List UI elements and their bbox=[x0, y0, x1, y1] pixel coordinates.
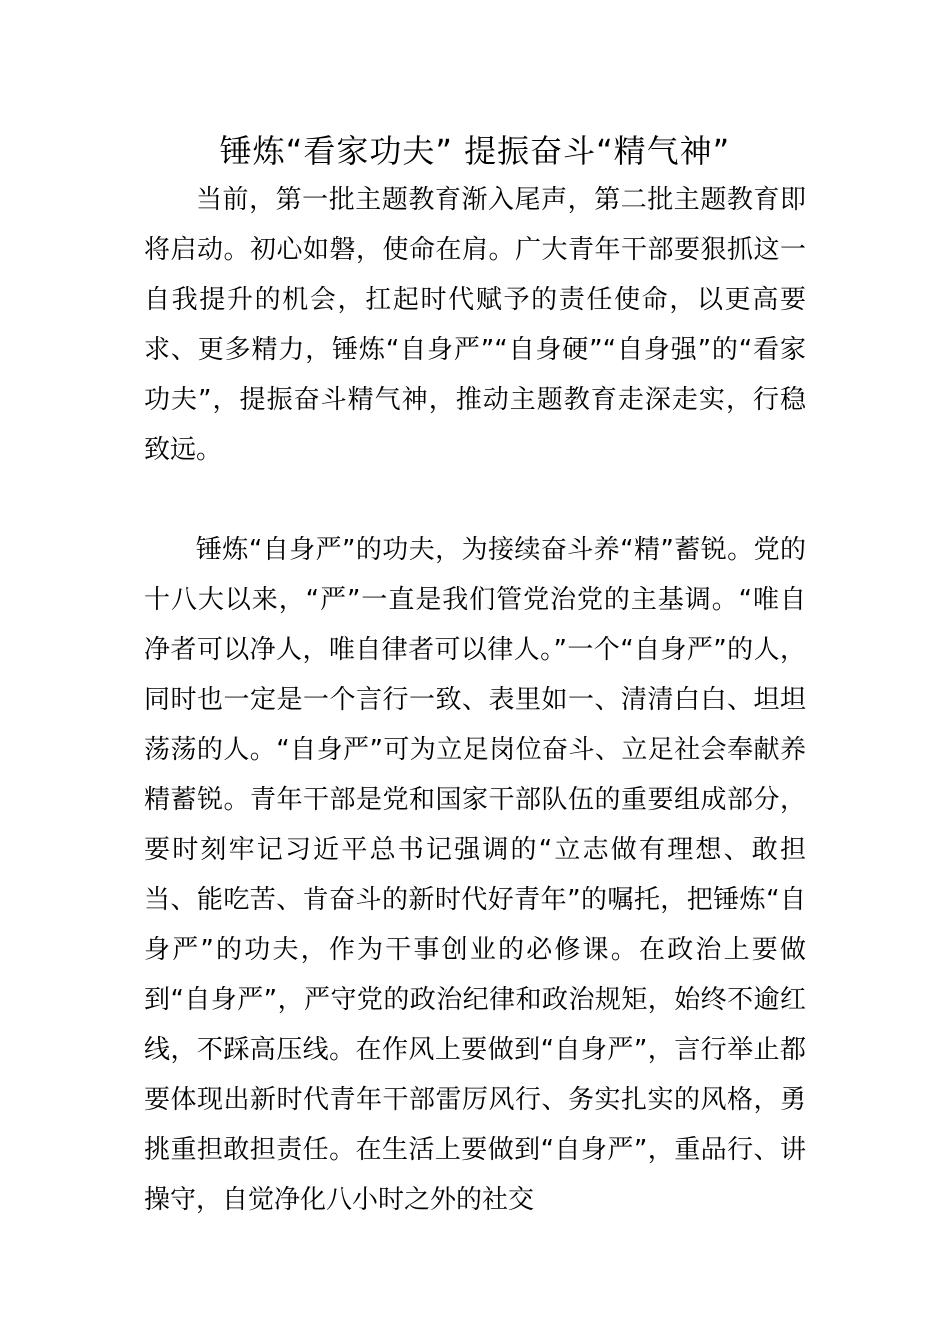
paragraph-gap bbox=[144, 475, 806, 525]
paragraph-intro: 当前，第一批主题教育渐入尾声，第二批主题教育即将启动。初心如磐，使命在肩。广大青年干部要狠抓这一自我提升的机会，扛起时代赋予的责任使命，以更高要求、更多精力，锤炼“自身严”“自身硬”“自身强”的“看家功夫”，提振奋斗精气神，推动主题教育走深走实，行稳致远。 bbox=[144, 185, 806, 465]
document-title: 锤炼“看家功夫” 提振奋斗“精气神” bbox=[219, 132, 731, 170]
paragraph-self-strict: 锤炼“自身严”的功夫，为接续奋斗养“精”蓄锐。党的十八大以来，“严”一直是我们管党治党的主基调。“唯自净者可以净人，唯自律者可以律人。”一个“自身严”的人，同时也一定是一个言行一致、表里如一、清清白白、坦坦荡荡的人。“自身严”可为立足岗位奋斗、立足社会奉献养精蓄锐。青年干部是党和国家干部队伍的重要组成部分，要时刻牢记习近平总书记强调的“立志做有理想、敢担当、能吃苦、肯奋斗的新时代好青年”的嘱托，把锤炼“自身严”的功夫，作为干事创业的必修课。在政治上要做到“自身严”，严守党的政治纪律和政治规矩，始终不逾红线，不踩高压线。在作风上要做到“自身严”，言行举止都要体现出新时代青年干部雷厉风行、务实扎实的风格，勇挑重担敢担责任。在生活上要做到“自身严”，重品行、讲操守，自觉净化八小时之外的社交 bbox=[144, 535, 806, 1215]
document-body bbox=[144, 175, 806, 1225]
